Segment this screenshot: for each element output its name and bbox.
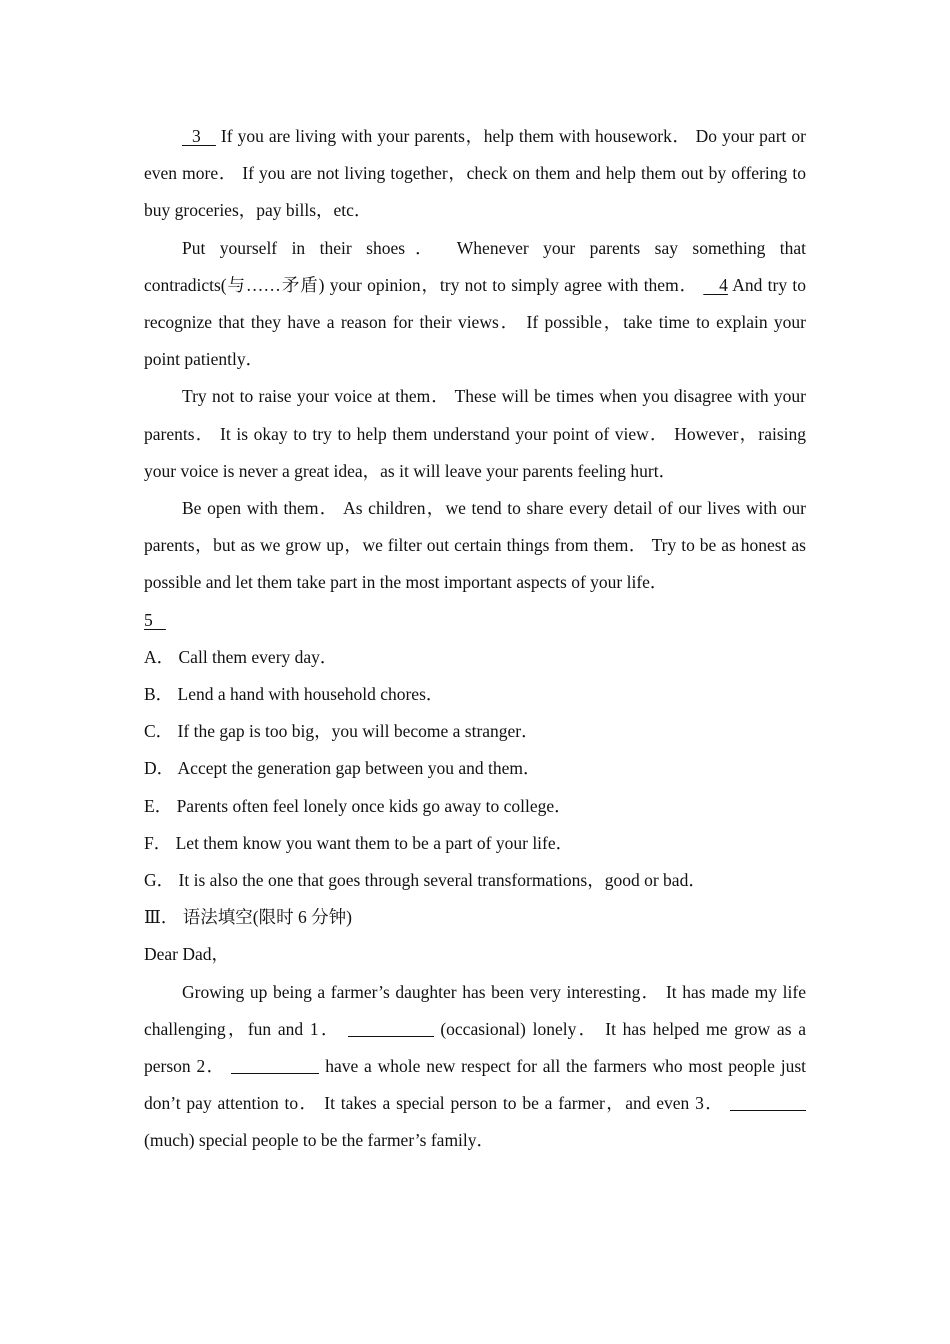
option-a: A． Call them every day． — [144, 646, 338, 667]
option-e: E． Parents often feel lonely once kids go away to college． — [144, 795, 572, 816]
paragraph-4 — [144, 490, 806, 602]
option-d: D． Accept the generation gap between you and them． — [144, 758, 541, 779]
section-3-title: Ⅲ． 语法填空(限时 6 分钟) — [144, 907, 352, 928]
paragraph-1-text: If you are living with your parents，help them with housework． Do your part or even more． If you are not living together，check on them and help them out by offering to buy groceries，pay bills，etc． — [144, 126, 806, 221]
paragraph-2-text-after: And try to recognize that they have a reason for their views． If possible，take time to explain your point patiently． — [144, 274, 806, 370]
option-b: B． Lend a hand with household chores． — [144, 684, 444, 705]
letter-segment-2: have a whole new respect for all the farmers who most people just don’t pay attention to． It takes a special person to be a farmer，and even 3． — [144, 1056, 807, 1114]
fill-blank-2[interactable] — [231, 1053, 319, 1074]
blank-3: 3 — [182, 126, 216, 146]
blank-5: 5 — [144, 609, 166, 630]
fill-blank-1[interactable] — [348, 1016, 434, 1037]
letter-paragraph — [144, 974, 806, 1160]
option-c: C． If the gap is too big，you will become a stranger． — [144, 721, 539, 742]
option-f: F． Let them know you want them to be a part of your life． — [144, 832, 574, 853]
blank-4: 4 — [703, 274, 728, 295]
letter-greeting: Dear Dad， — [144, 944, 230, 965]
fill-blank-3[interactable] — [730, 1090, 806, 1111]
paragraph-2 — [144, 230, 806, 379]
paragraph-2-text: Put yourself in their shoes． Whenever your parents say something that contradicts(与……矛盾) your opinion，try not to simply agree with them． — [144, 237, 806, 295]
letter-hint-1: (occasional) lonely． It has helped me grow as a person 2． — [144, 1018, 807, 1077]
blank-5-line — [144, 602, 806, 639]
paragraph-1 — [144, 118, 806, 230]
paragraph-3 — [144, 378, 806, 490]
document-page — [144, 118, 806, 1160]
letter-segment-1: Growing up being a farmer’s daughter has been very interesting． It has made my life challenging，fun and 1． — [144, 981, 806, 1039]
option-g: G． It is also the one that goes through several transformations，good or bad． — [144, 870, 706, 891]
paragraph-4-text: Be open with them． As children，we tend to share every detail of our lives with our parents，but as we grow up，we filter out certain things from them． Try to be as honest as possible and let them take part in the most important aspects of your life． — [144, 498, 806, 593]
letter-hint-3: (much) special people to be the farmer’s family． — [144, 1130, 495, 1151]
paragraph-3-text: Try not to raise your voice at them． These will be times when you disagree with your parents． It is okay to try to help them understand your point of view． However，raising your voice is never a great idea，as it will leave your parents feeling hurt． — [144, 386, 806, 481]
